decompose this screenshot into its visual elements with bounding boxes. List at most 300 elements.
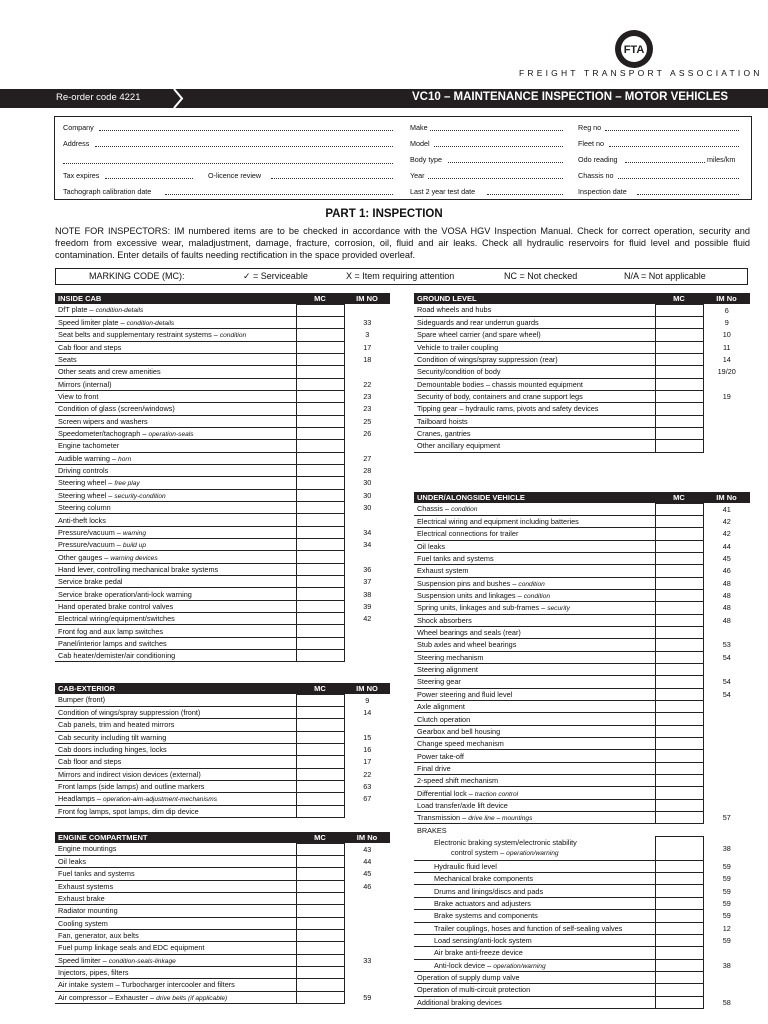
mc-cell[interactable] bbox=[655, 701, 703, 713]
mc-header: MC bbox=[296, 683, 344, 694]
mc-cell[interactable] bbox=[296, 706, 344, 718]
mc-cell[interactable] bbox=[296, 452, 344, 464]
table-row bbox=[55, 637, 390, 649]
chassis-no-field[interactable] bbox=[618, 178, 739, 179]
mc-cell[interactable] bbox=[655, 676, 703, 688]
mc-cell[interactable] bbox=[655, 329, 703, 341]
chassis-no-label: Chassis no bbox=[578, 171, 614, 180]
mc-cell[interactable] bbox=[296, 743, 344, 755]
mc-cell[interactable] bbox=[296, 793, 344, 805]
mc-cell[interactable] bbox=[296, 843, 344, 855]
row-label: Driving controls bbox=[55, 464, 296, 476]
im-number bbox=[344, 929, 390, 941]
mc-cell[interactable] bbox=[655, 885, 703, 897]
mc-cell[interactable] bbox=[655, 910, 703, 922]
mc-cell[interactable] bbox=[296, 805, 344, 817]
table-row bbox=[55, 366, 390, 378]
im-number: 19/20 bbox=[717, 367, 736, 377]
mc-cell[interactable] bbox=[655, 415, 703, 427]
row-label: Tipping gear – hydraulic rams, pivots and safety devices bbox=[414, 403, 655, 415]
table-row bbox=[55, 415, 390, 427]
mc-cell[interactable] bbox=[655, 812, 703, 824]
row-label: Pressure/vacuum – build up bbox=[55, 539, 296, 551]
chevron-right-icon bbox=[170, 89, 184, 108]
im-number: 34 bbox=[363, 527, 372, 537]
im-number: 14 bbox=[363, 708, 372, 718]
im-number bbox=[703, 762, 750, 774]
mc-cell[interactable] bbox=[296, 780, 344, 792]
row-label: Cab floor and steps bbox=[55, 756, 296, 768]
row-label: Demountable bodies – chassis mounted equipment bbox=[414, 378, 655, 390]
row-label: Hand lever, controlling mechanical brake systems bbox=[55, 563, 296, 575]
mc-cell[interactable] bbox=[296, 855, 344, 867]
mc-cell[interactable] bbox=[655, 775, 703, 787]
im-number: 42 bbox=[722, 517, 731, 527]
im-number bbox=[344, 917, 390, 929]
mc-cell[interactable] bbox=[296, 768, 344, 780]
table-row bbox=[414, 750, 750, 762]
table-row bbox=[414, 403, 750, 415]
im-number: 54 bbox=[722, 677, 731, 687]
ground-title: GROUND LEVEL bbox=[414, 293, 655, 304]
mc-cell[interactable] bbox=[655, 577, 703, 589]
table-row bbox=[414, 552, 750, 564]
mc-cell[interactable] bbox=[655, 427, 703, 439]
year-field[interactable] bbox=[428, 178, 563, 179]
row-label: Electronic braking system/electronic stability control system – operation/warning bbox=[414, 836, 655, 860]
im-number: 57 bbox=[722, 813, 731, 823]
mc-cell[interactable] bbox=[655, 614, 703, 626]
reg-no-field[interactable] bbox=[605, 130, 739, 131]
row-label: Load sensing/anti-lock system bbox=[414, 934, 655, 946]
mc-cell[interactable] bbox=[655, 787, 703, 799]
im-number bbox=[344, 805, 390, 817]
row-label: Wheel bearings and seals (rear) bbox=[414, 626, 655, 638]
table-row bbox=[414, 922, 750, 934]
row-label: Tailboard hoists bbox=[414, 415, 655, 427]
inspector-note: NOTE FOR INSPECTORS: IM numbered items are to be checked in accordance with the VOSA HGV Inspection Manual. Check for correct operation, security and freedom from excessive wear, maladjustment, damage, fracture, corrosion, oil, fluid and air leaks. Check all hydraulic reservoirs for fluid level and possible fluid contamination. Enter details of faults needing rectification in the space provided overleaf. bbox=[55, 226, 750, 260]
mc-cell[interactable] bbox=[296, 427, 344, 439]
im-number: 54 bbox=[722, 652, 731, 662]
row-label: Spring units, linkages and sub-frames – security bbox=[414, 602, 655, 614]
im-number bbox=[703, 440, 750, 452]
row-label: Mechanical brake components bbox=[414, 873, 655, 885]
logo-text: FTA bbox=[623, 44, 645, 56]
table-row bbox=[414, 515, 750, 527]
make-field[interactable] bbox=[430, 130, 563, 131]
mc-cell[interactable] bbox=[655, 762, 703, 774]
mc-cell[interactable] bbox=[655, 304, 703, 316]
row-label: Engine tachometer bbox=[55, 440, 296, 452]
mc-cell[interactable] bbox=[655, 528, 703, 540]
mc-cell[interactable] bbox=[655, 316, 703, 328]
association-name: FREIGHT TRANSPORT ASSOCIATION bbox=[519, 68, 763, 78]
row-label: Cab doors including hinges, locks bbox=[55, 743, 296, 755]
tachograph-field[interactable] bbox=[165, 194, 393, 195]
row-label: Exhaust brake bbox=[55, 892, 296, 904]
odo-field[interactable] bbox=[625, 162, 705, 163]
ground-level-table bbox=[414, 293, 750, 453]
im-number: 48 bbox=[722, 591, 731, 601]
table-row bbox=[414, 651, 750, 663]
mc-cell[interactable] bbox=[655, 947, 703, 959]
im-number: 43 bbox=[363, 844, 372, 854]
inspection-date-label: Inspection date bbox=[578, 187, 627, 196]
im-number bbox=[703, 799, 750, 811]
im-number bbox=[344, 366, 390, 378]
table-row bbox=[55, 942, 390, 954]
mc-cell[interactable] bbox=[655, 602, 703, 614]
row-label: Cab floor and steps bbox=[55, 341, 296, 353]
mc-cell[interactable] bbox=[296, 316, 344, 328]
mc-cell[interactable] bbox=[296, 378, 344, 390]
address-field[interactable] bbox=[95, 146, 393, 147]
mc-cell[interactable] bbox=[655, 403, 703, 415]
table-row bbox=[55, 855, 390, 867]
mc-cell[interactable] bbox=[296, 304, 344, 316]
mc-cell[interactable] bbox=[296, 329, 344, 341]
mc-cell[interactable] bbox=[296, 390, 344, 402]
part1-title: PART 1: INSPECTION bbox=[325, 208, 443, 220]
row-label: Seats bbox=[55, 353, 296, 365]
row-label: Security/condition of body bbox=[414, 366, 655, 378]
mc-cell[interactable] bbox=[655, 626, 703, 638]
row-label: Fuel tanks and systems bbox=[414, 552, 655, 564]
im-number: 22 bbox=[363, 769, 372, 779]
inspection-date-field[interactable] bbox=[637, 194, 739, 195]
mc-cell[interactable] bbox=[296, 353, 344, 365]
mc-cell[interactable] bbox=[296, 650, 344, 662]
mc-header: MC bbox=[296, 832, 344, 843]
row-label: Brake systems and components bbox=[414, 910, 655, 922]
table-row bbox=[55, 929, 390, 941]
mc-cell[interactable] bbox=[655, 971, 703, 983]
last-test-field[interactable] bbox=[487, 194, 563, 195]
mc-cell[interactable] bbox=[296, 526, 344, 538]
table-row bbox=[414, 885, 750, 897]
row-label: Anti-theft locks bbox=[55, 514, 296, 526]
table-row bbox=[414, 860, 750, 872]
mc-cell[interactable] bbox=[296, 403, 344, 415]
mc-cell[interactable] bbox=[655, 552, 703, 564]
im-number: 59 bbox=[722, 861, 731, 871]
marking-na: N/A = Not applicable bbox=[624, 271, 706, 281]
mc-cell[interactable] bbox=[296, 954, 344, 966]
im-number: 48 bbox=[722, 578, 731, 588]
row-label: Other gauges – warning devices bbox=[55, 551, 296, 563]
body-type-field[interactable] bbox=[448, 162, 563, 163]
mc-cell[interactable] bbox=[655, 353, 703, 365]
vehicle-info-box bbox=[54, 116, 752, 200]
mc-cell[interactable] bbox=[296, 625, 344, 637]
row-label: Screen wipers and washers bbox=[55, 415, 296, 427]
table-row bbox=[414, 528, 750, 540]
im-number bbox=[703, 427, 750, 439]
table-row bbox=[55, 502, 390, 514]
im-number: 59 bbox=[722, 886, 731, 896]
mc-cell[interactable] bbox=[655, 873, 703, 885]
mc-cell[interactable] bbox=[296, 477, 344, 489]
table-row bbox=[414, 701, 750, 713]
table-row bbox=[414, 390, 750, 402]
row-label: Axle alignment bbox=[414, 701, 655, 713]
mc-cell[interactable] bbox=[655, 540, 703, 552]
table-row bbox=[414, 626, 750, 638]
table-row bbox=[55, 329, 390, 341]
row-label: Electrical wiring and equipment including batteries bbox=[414, 515, 655, 527]
mc-cell[interactable] bbox=[296, 868, 344, 880]
mc-cell[interactable] bbox=[296, 563, 344, 575]
mc-cell[interactable] bbox=[655, 440, 703, 452]
mc-cell[interactable] bbox=[296, 942, 344, 954]
mc-cell[interactable] bbox=[296, 929, 344, 941]
row-label: Suspension pins and bushes – condition bbox=[414, 577, 655, 589]
mc-cell[interactable] bbox=[655, 860, 703, 872]
mc-cell[interactable] bbox=[655, 996, 703, 1008]
im-number: 17 bbox=[363, 342, 372, 352]
mc-cell[interactable] bbox=[655, 390, 703, 402]
im-number: 15 bbox=[363, 732, 372, 742]
row-label: Steering mechanism bbox=[414, 651, 655, 663]
tax-expires-field[interactable] bbox=[105, 178, 193, 179]
row-label: Spare wheel carrier (and spare wheel) bbox=[414, 329, 655, 341]
odo-unit: miles/km bbox=[707, 155, 736, 164]
mc-cell[interactable] bbox=[655, 515, 703, 527]
mc-cell[interactable] bbox=[296, 892, 344, 904]
row-label: Oil leaks bbox=[55, 855, 296, 867]
im-number bbox=[344, 440, 390, 452]
model-field[interactable] bbox=[434, 146, 563, 147]
im-number: 44 bbox=[363, 857, 372, 867]
fleet-no-field[interactable] bbox=[609, 146, 739, 147]
im-number: 48 bbox=[722, 603, 731, 613]
table-row bbox=[55, 452, 390, 464]
mc-cell[interactable] bbox=[655, 589, 703, 601]
row-label: Shock absorbers bbox=[414, 614, 655, 626]
table-row bbox=[55, 464, 390, 476]
table-row bbox=[55, 477, 390, 489]
table-row bbox=[55, 304, 390, 316]
row-label: Operation of multi-circuit protection bbox=[414, 984, 655, 996]
mc-cell[interactable] bbox=[296, 637, 344, 649]
im-number: 59 bbox=[722, 911, 731, 921]
marking-serviceable: ✓ = Serviceable bbox=[243, 271, 308, 281]
mc-cell[interactable] bbox=[655, 799, 703, 811]
mc-cell[interactable] bbox=[296, 366, 344, 378]
mc-cell[interactable] bbox=[296, 731, 344, 743]
table-row bbox=[414, 415, 750, 427]
table-row bbox=[414, 738, 750, 750]
mc-cell[interactable] bbox=[296, 905, 344, 917]
im-number bbox=[703, 787, 750, 799]
form-title: VC10 – MAINTENANCE INSPECTION – MOTOR VEHICLES bbox=[412, 91, 729, 103]
mc-cell[interactable] bbox=[296, 991, 344, 1003]
im-number: 9 bbox=[365, 695, 370, 705]
mc-cell[interactable] bbox=[655, 503, 703, 515]
mc-cell[interactable] bbox=[296, 756, 344, 768]
table-row bbox=[414, 984, 750, 996]
row-label: Headlamps – operation-aim-adjustment-mechanisms bbox=[55, 793, 296, 805]
im-number: 33 bbox=[363, 318, 372, 328]
row-label: Chassis – condition bbox=[414, 503, 655, 515]
row-label: Mirrors (internal) bbox=[55, 378, 296, 390]
mc-cell[interactable] bbox=[655, 663, 703, 675]
table-row bbox=[414, 316, 750, 328]
table-row bbox=[414, 688, 750, 700]
row-label: Condition of glass (screen/windows) bbox=[55, 403, 296, 415]
im-number bbox=[703, 403, 750, 415]
row-label: Cooling system bbox=[55, 917, 296, 929]
mc-cell[interactable] bbox=[655, 725, 703, 737]
mc-cell[interactable] bbox=[296, 600, 344, 612]
im-number: 53 bbox=[722, 640, 731, 650]
mc-cell[interactable] bbox=[296, 415, 344, 427]
table-row bbox=[414, 427, 750, 439]
mc-cell[interactable] bbox=[296, 514, 344, 526]
table-row bbox=[55, 353, 390, 365]
row-label: Additional braking devices bbox=[414, 996, 655, 1008]
im-number: 59 bbox=[722, 936, 731, 946]
table-row bbox=[55, 526, 390, 538]
mc-cell[interactable] bbox=[296, 979, 344, 991]
marking-code-label: MARKING CODE (MC): bbox=[89, 271, 185, 281]
cab-exterior-title: CAB-EXTERIOR bbox=[55, 683, 296, 694]
mc-cell[interactable] bbox=[655, 836, 703, 860]
mc-cell[interactable] bbox=[655, 738, 703, 750]
table-row bbox=[414, 639, 750, 651]
row-label: Gearbox and bell housing bbox=[414, 725, 655, 737]
im-number bbox=[344, 625, 390, 637]
table-row bbox=[414, 799, 750, 811]
mc-cell[interactable] bbox=[655, 897, 703, 909]
table-row bbox=[55, 613, 390, 625]
marking-code-box bbox=[55, 268, 748, 285]
im-number: 46 bbox=[363, 881, 372, 891]
mc-cell[interactable] bbox=[296, 539, 344, 551]
mc-cell[interactable] bbox=[655, 378, 703, 390]
mc-cell[interactable] bbox=[296, 588, 344, 600]
im-number: 12 bbox=[722, 923, 731, 933]
body-type-label: Body type bbox=[410, 155, 442, 164]
mc-cell[interactable] bbox=[296, 489, 344, 501]
mc-cell[interactable] bbox=[296, 502, 344, 514]
row-label: Service brake operation/anti-lock warning bbox=[55, 588, 296, 600]
table-row bbox=[414, 725, 750, 737]
row-label: Air compressor – Exhauster – drive belts (if applicable) bbox=[55, 991, 296, 1003]
mc-cell[interactable] bbox=[655, 639, 703, 651]
table-row bbox=[414, 602, 750, 614]
table-row bbox=[55, 880, 390, 892]
table-row bbox=[414, 787, 750, 799]
mc-cell[interactable] bbox=[655, 750, 703, 762]
im-number: 10 bbox=[722, 330, 731, 340]
table-row bbox=[55, 868, 390, 880]
row-label: Fuel pump linkage seals and EDC equipment bbox=[55, 942, 296, 954]
row-label: Front fog lamps, spot lamps, dim dip device bbox=[55, 805, 296, 817]
mc-cell[interactable] bbox=[655, 922, 703, 934]
mc-cell[interactable] bbox=[296, 966, 344, 978]
table-row bbox=[414, 353, 750, 365]
row-label: Audible warning – horn bbox=[55, 452, 296, 464]
mc-header: MC bbox=[655, 492, 703, 503]
row-label: Differential lock – traction control bbox=[414, 787, 655, 799]
table-row bbox=[414, 971, 750, 983]
table-row bbox=[55, 694, 390, 706]
table-row bbox=[414, 959, 750, 971]
row-label: Steering alignment bbox=[414, 663, 655, 675]
mc-cell[interactable] bbox=[296, 464, 344, 476]
row-label: Fan, generator, aux belts bbox=[55, 929, 296, 941]
mc-cell[interactable] bbox=[655, 366, 703, 378]
mc-cell[interactable] bbox=[296, 719, 344, 731]
row-label: Anti-lock device – operation/warning bbox=[414, 959, 655, 971]
brakes-heading-row bbox=[414, 824, 750, 836]
im-number: 19 bbox=[722, 392, 731, 402]
table-row bbox=[414, 775, 750, 787]
row-label: Service brake pedal bbox=[55, 576, 296, 588]
engine-compartment-table bbox=[55, 832, 390, 1004]
mc-cell[interactable] bbox=[655, 651, 703, 663]
mc-cell[interactable] bbox=[296, 551, 344, 563]
row-label: Trailer couplings, hoses and function of self-sealing valves bbox=[414, 922, 655, 934]
table-row bbox=[55, 588, 390, 600]
mc-cell[interactable] bbox=[296, 613, 344, 625]
table-row bbox=[55, 966, 390, 978]
mc-cell[interactable] bbox=[655, 565, 703, 577]
im-number: 44 bbox=[722, 541, 731, 551]
row-label: Front fog and aux lamp switches bbox=[55, 625, 296, 637]
im-number: 38 bbox=[722, 960, 731, 970]
address-field-2[interactable] bbox=[63, 163, 393, 164]
mc-cell[interactable] bbox=[296, 880, 344, 892]
year-label: Year bbox=[410, 171, 425, 180]
olicence-field[interactable] bbox=[271, 178, 393, 179]
mc-cell[interactable] bbox=[296, 917, 344, 929]
im-number: 30 bbox=[363, 490, 372, 500]
mc-cell[interactable] bbox=[296, 341, 344, 353]
im-number: 34 bbox=[363, 540, 372, 550]
mc-cell[interactable] bbox=[655, 713, 703, 725]
mc-cell[interactable] bbox=[296, 694, 344, 706]
mc-cell[interactable] bbox=[655, 688, 703, 700]
im-number: 30 bbox=[363, 478, 372, 488]
table-row bbox=[55, 440, 390, 452]
mc-cell[interactable] bbox=[655, 959, 703, 971]
inside-cab-table bbox=[55, 293, 390, 662]
marking-not-checked: NC = Not checked bbox=[504, 271, 578, 281]
table-row bbox=[414, 378, 750, 390]
mc-cell[interactable] bbox=[655, 934, 703, 946]
im-number: 42 bbox=[363, 614, 372, 624]
mc-cell[interactable] bbox=[655, 984, 703, 996]
mc-cell[interactable] bbox=[296, 576, 344, 588]
mc-cell[interactable] bbox=[655, 341, 703, 353]
row-label: Speedometer/tachograph – operation-seals bbox=[55, 427, 296, 439]
table-row bbox=[414, 329, 750, 341]
table-row bbox=[55, 539, 390, 551]
mc-cell[interactable] bbox=[296, 440, 344, 452]
row-label: Transmission – drive line – mountings bbox=[414, 812, 655, 824]
company-field[interactable] bbox=[99, 130, 393, 131]
table-row bbox=[55, 905, 390, 917]
im-header: IM NO bbox=[344, 293, 390, 304]
row-label: Steering gear bbox=[414, 676, 655, 688]
table-row bbox=[55, 403, 390, 415]
table-row bbox=[55, 719, 390, 731]
im-number: 23 bbox=[363, 404, 372, 414]
im-number bbox=[344, 942, 390, 954]
table-row bbox=[414, 910, 750, 922]
